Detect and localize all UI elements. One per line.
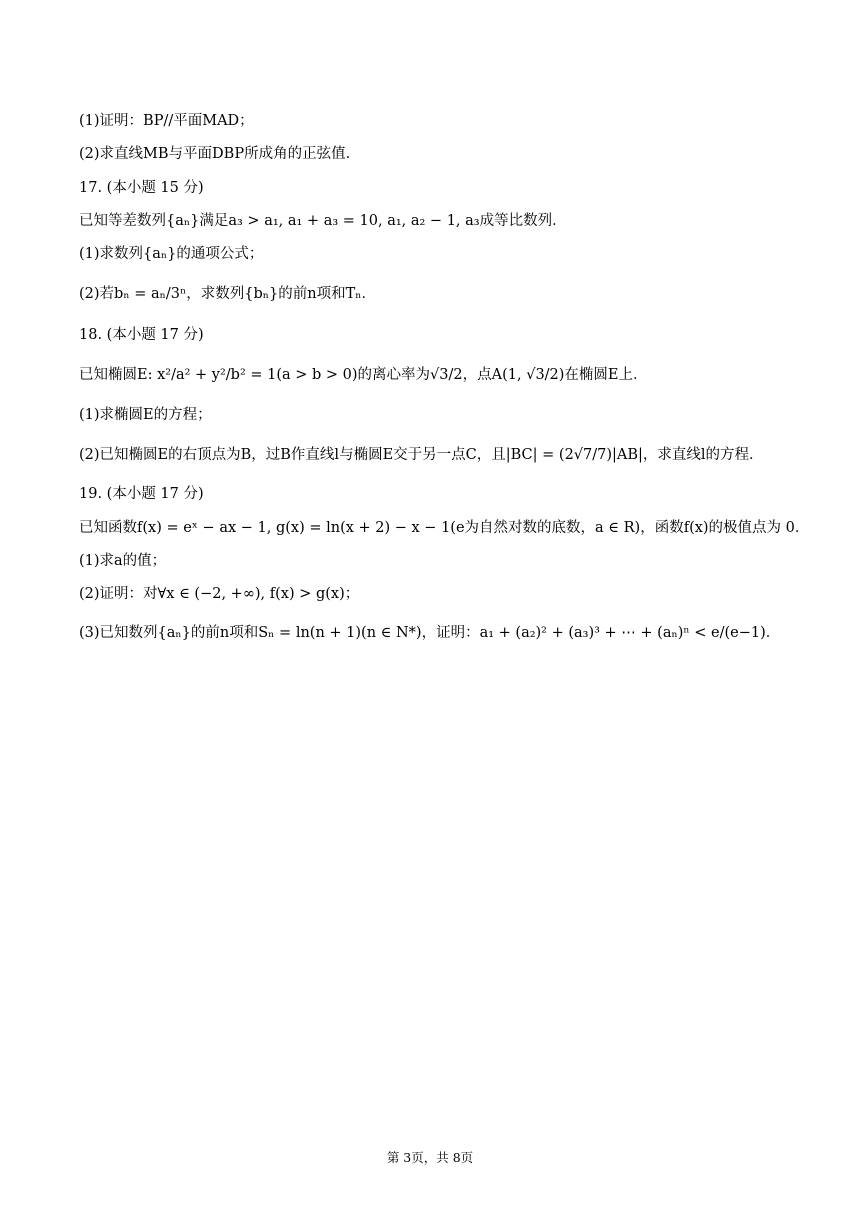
q16-part2: (2)求直线MB与平面DBP所成角的正弦值．: [79, 146, 361, 162]
q19-stem: 已知函数f(x) = eˣ − ax − 1, g(x) = ln(x + 2) − x − 1(e为自然对数的底数，a ∈ R)，函数f(x)的极值点为 0．: [79, 520, 810, 536]
q19-part1: (1)求a的值；: [79, 553, 167, 569]
q18-heading: 18. (本小题 17 分): [79, 327, 204, 343]
q17-heading: 17. (本小题 15 分): [79, 180, 204, 196]
q17-part2: (2)若bₙ = aₙ/3ⁿ，求数列{bₙ}的前n项和Tₙ．: [79, 286, 377, 302]
q17-part1: (1)求数列{aₙ}的通项公式；: [79, 246, 264, 262]
q19-part2: (2)证明：对∀x ∈ (−2, +∞), f(x) > g(x)；: [79, 586, 360, 602]
q19-heading: 19. (本小题 17 分): [79, 486, 204, 502]
page-footer: 第 3页，共 8页: [386, 1150, 474, 1165]
q17-stem: 已知等差数列{aₙ}满足a₃ > a₁, a₁ + a₃ = 10, a₁, a₂ − 1, a₃成等比数列．: [79, 213, 567, 229]
q18-stem: 已知椭圆E: x²/a² + y²/b² = 1(a > b > 0)的离心率为√3/2，点A(1, √3/2)在椭圆E上．: [79, 367, 648, 383]
q18-part1: (1)求椭圆E的方程；: [79, 407, 212, 423]
q19-part3: (3)已知数列{aₙ}的前n项和Sₙ = ln(n + 1)(n ∈ N*)，证明：a₁ + (a₂)² + (a₃)³ + ⋯ + (aₙ)ⁿ < e/(e−1)．: [79, 625, 781, 641]
q16-part1: (1)证明：BP//平面MAD；: [79, 113, 254, 129]
q18-part2: (2)已知椭圆E的右顶点为B，过B作直线l与椭圆E交于另一点C，且|BC| = (2√7/7)|AB|，求直线l的方程．: [79, 447, 764, 463]
